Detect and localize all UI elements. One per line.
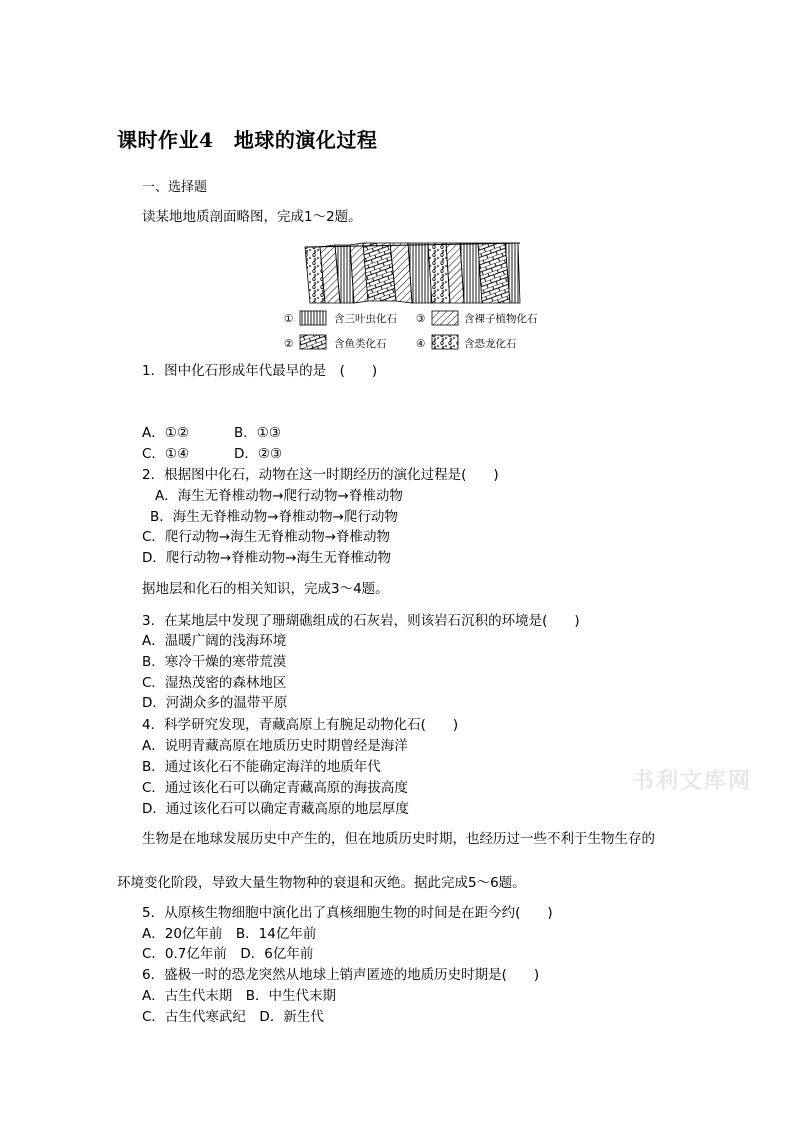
legend-num: ① <box>284 313 294 325</box>
q2-option-b: B．海生无脊椎动物→脊椎动物→爬行动物 <box>150 509 398 525</box>
q1-option-b: B．①③ <box>234 425 281 441</box>
legend-item-3 <box>416 311 538 325</box>
legend-num: ③ <box>416 313 426 325</box>
q3-option-b: B．寒冷干燥的寒带荒漠 <box>142 654 287 670</box>
q1-option-d: D．②③ <box>234 446 283 462</box>
q6-stem: 6．盛极一时的恐龙突然从地球上销声匿迹的地质历史时期是( ) <box>142 967 540 983</box>
q4-option-d: D．通过该化石可以确定青藏高原的地层厚度 <box>142 801 409 817</box>
q4-option-c: C．通过该化石可以确定青藏高原的海拔高度 <box>142 780 408 796</box>
q2-option-a: A．海生无脊椎动物→爬行动物→脊椎动物 <box>155 488 403 504</box>
q1-option-a: A．①② <box>142 425 189 441</box>
q6-options-cd: C．古生代寒武纪 D．新生代 <box>142 1009 324 1025</box>
q1-option-c: C．①④ <box>142 446 190 462</box>
q2-stem: 2．根据图中化石，动物在这一时期经历的演化过程是( ) <box>142 467 499 483</box>
q3-option-c: C．湿热茂密的森林地区 <box>142 675 287 691</box>
q5-options-cd: C．0.7亿年前 D．6亿年前 <box>142 946 314 962</box>
legend-item-2 <box>284 335 387 350</box>
q1-stem: 1．图中化石形成年代最早的是 ( ) <box>142 363 378 379</box>
section-heading: 一、选择题 <box>142 180 208 195</box>
q4-stem: 4．科学研究发现，青藏高原上有腕足动物化石( ) <box>142 717 459 733</box>
q3-option-a: A．温暖广阔的浅海环境 <box>142 633 287 649</box>
intro-q3-4: 据地层和化石的相关知识，完成3～4题。 <box>142 581 389 597</box>
q4-option-b: B．通过该化石不能确定海洋的地质年代 <box>142 759 381 775</box>
legend-num: ② <box>284 338 294 350</box>
q3-option-d: D．河湖众多的温带平原 <box>142 695 288 711</box>
legend-num: ④ <box>416 338 426 350</box>
intro-q5-6-line1: 生物是在地球发展历史中产生的，但在地质历史时期，也经历过一些不利于生物生存的 <box>142 831 655 847</box>
legend-label: 含裸子植物化石 <box>464 313 538 325</box>
q5-options-ab: A．20亿年前 B．14亿年前 <box>142 926 317 942</box>
q2-option-c: C．爬行动物→海生无脊椎动物→脊椎动物 <box>142 529 391 545</box>
q2-option-d: D．爬行动物→脊椎动物→海生无脊椎动物 <box>142 550 392 566</box>
legend-label: 含三叶虫化石 <box>334 313 397 325</box>
legend-label: 含鱼类化石 <box>334 338 387 350</box>
geologic-section-diagram <box>280 237 550 357</box>
watermark: 书利文库网 <box>632 768 753 794</box>
page-title: 课时作业4 地球的演化过程 <box>117 128 378 152</box>
q6-options-ab: A．古生代末期 B．中生代末期 <box>142 988 336 1004</box>
legend-label: 含恐龙化石 <box>464 338 517 350</box>
q5-stem: 5．从原核生物细胞中演化出了真核细胞生物的时间是在距今约( ) <box>142 905 553 921</box>
intro-q1-2: 读某地地质剖面略图，完成1～2题。 <box>142 209 362 225</box>
strata-band <box>305 243 520 303</box>
legend-item-1 <box>284 311 397 325</box>
intro-q5-6-line2: 环境变化阶段，导致大量生物物种的衰退和灭绝。据此完成5～6题。 <box>117 875 526 891</box>
q4-option-a: A．说明青藏高原在地质历史时期曾经是海洋 <box>142 738 408 754</box>
legend-item-4 <box>416 335 517 350</box>
q3-stem: 3．在某地层中发现了珊瑚礁组成的石灰岩，则该岩石沉积的环境是( ) <box>142 613 580 629</box>
